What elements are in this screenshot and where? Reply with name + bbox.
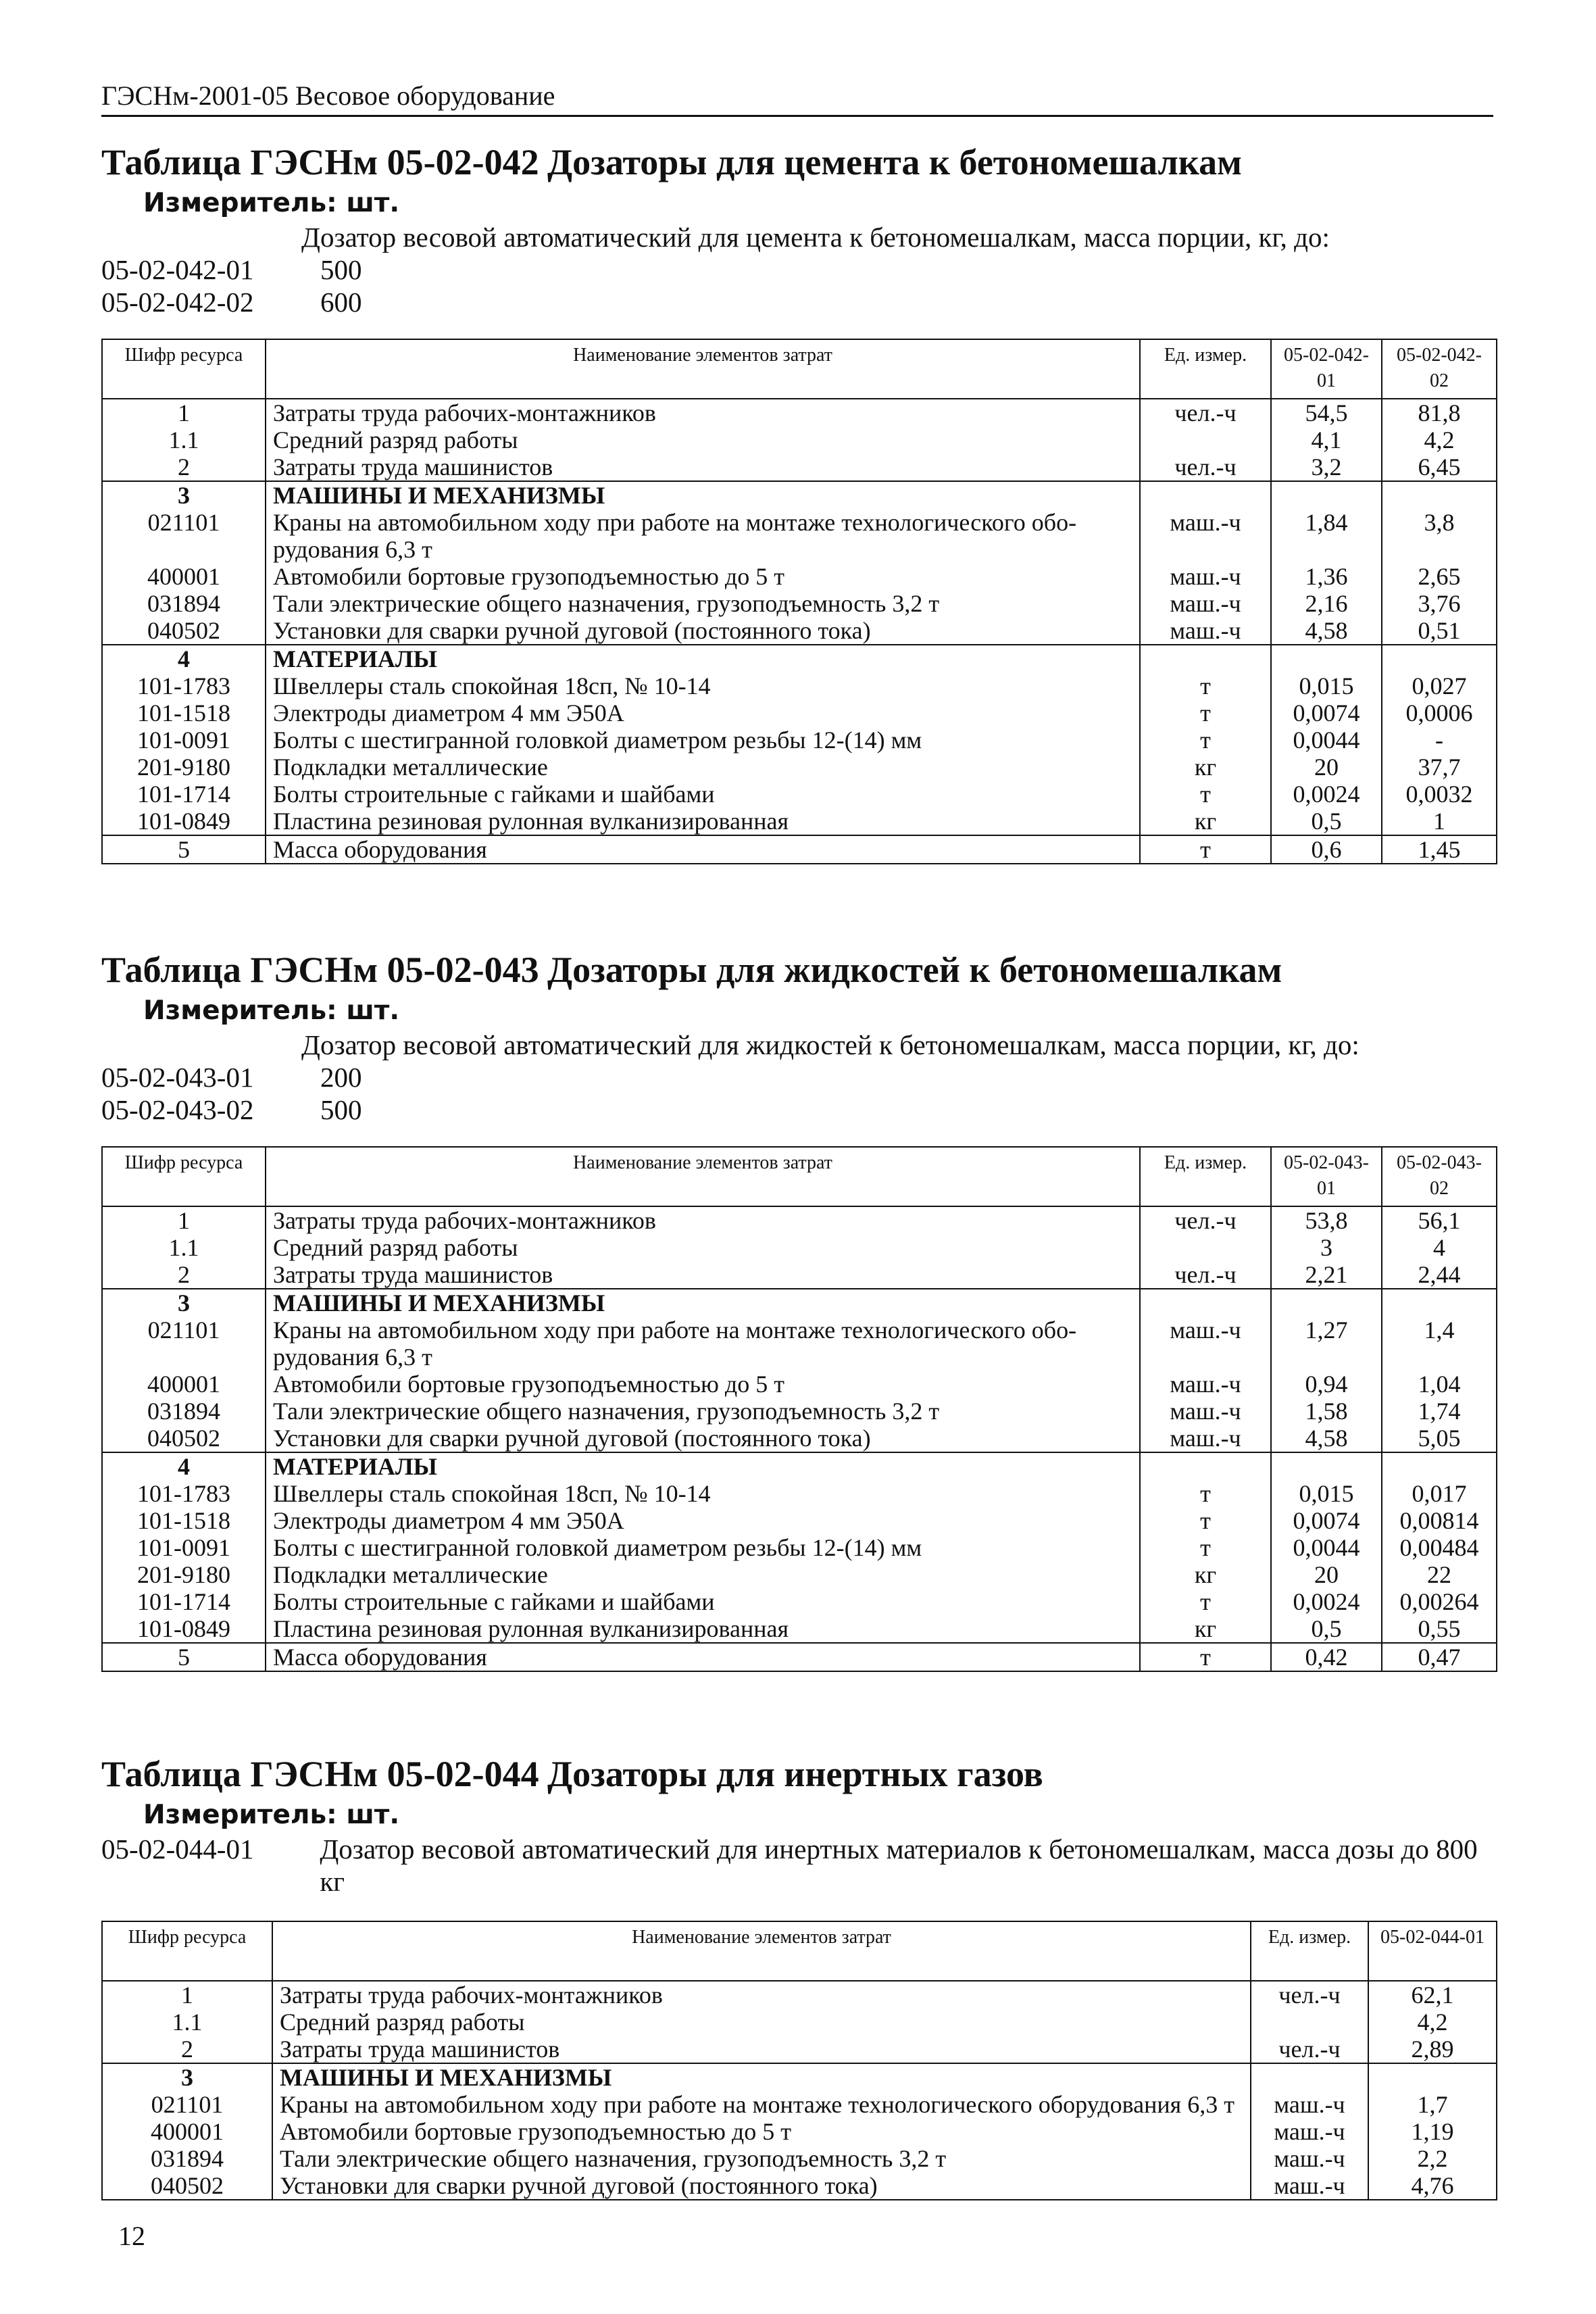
unit: маш.-ч — [1140, 1371, 1271, 1398]
cost-item-name: Затраты труда рабочих-монтажников — [266, 1206, 1140, 1234]
unit: чел.-ч — [1140, 1261, 1271, 1289]
norm-value: 1,04 — [1382, 1371, 1497, 1398]
unit: т — [1140, 781, 1271, 808]
norm-value: 0,0006 — [1382, 699, 1497, 727]
unit: т — [1140, 1480, 1271, 1507]
norm-value: 2,65 — [1382, 563, 1497, 590]
norm-value: 1,4 — [1382, 1316, 1497, 1371]
norm-value — [1271, 1452, 1382, 1480]
norm-value — [1382, 481, 1497, 509]
table-row — [102, 1981, 1497, 2009]
variant-description: Дозатор весовой автоматический для цемента к бетономешалкам, масса порции, кг, до: — [301, 222, 1330, 253]
norm-value: 81,8 — [1382, 399, 1497, 426]
table-row — [102, 2036, 1497, 2063]
norm-value: 1 — [1382, 808, 1497, 835]
norm-value: 5,05 — [1382, 1425, 1497, 1452]
table-row — [102, 808, 1497, 835]
resource-code: 101-1518 — [102, 1507, 266, 1534]
unit: маш.-ч — [1140, 563, 1271, 590]
col-header-unit: Ед. измер. — [1140, 1147, 1271, 1206]
table-header-row — [102, 1147, 1497, 1206]
resource-code: 101-0091 — [102, 1534, 266, 1561]
norm-value: 3,8 — [1382, 509, 1497, 563]
unit: т — [1140, 1507, 1271, 1534]
table-row — [102, 1425, 1497, 1452]
variant-code: 05-02-042-01 — [101, 254, 254, 285]
variant-value: 200 — [320, 1062, 362, 1093]
cost-table — [101, 1146, 1497, 1672]
col-header-name: Наименование элементов затрат — [266, 339, 1140, 399]
resource-code: 040502 — [102, 2172, 272, 2200]
table-row — [102, 754, 1497, 781]
cost-item-name: Болты с шестигранной головкой диаметром резьбы 12-(14) мм — [266, 1534, 1140, 1561]
unit — [1251, 2063, 1368, 2091]
norm-value: 53,8 — [1271, 1206, 1382, 1234]
norm-value: 37,7 — [1382, 754, 1497, 781]
variant-code: 05-02-043-01 — [101, 1062, 254, 1093]
table-row — [102, 1316, 1497, 1371]
page-number: 12 — [118, 2221, 145, 2251]
table-row — [102, 509, 1497, 563]
table-row — [102, 2118, 1497, 2145]
col-header-value: 05-02-042-01 — [1271, 339, 1382, 399]
unit: чел.-ч — [1140, 453, 1271, 481]
norm-value: 0,0044 — [1271, 1534, 1382, 1561]
resource-code: 040502 — [102, 617, 266, 645]
table-row — [102, 1588, 1497, 1615]
variant-value: 500 — [320, 254, 362, 285]
cost-item-name: Затраты труда машинистов — [266, 1261, 1140, 1289]
table-row — [102, 1480, 1497, 1507]
col-header-code: Шифр ресурса — [102, 1921, 272, 1981]
unit — [1140, 1289, 1271, 1316]
cost-item-name: Болты с шестигранной головкой диаметром резьбы 12-(14) мм — [266, 727, 1140, 754]
norm-value: 0,00264 — [1382, 1588, 1497, 1615]
resource-code: 3 — [102, 1289, 266, 1316]
table-row — [102, 617, 1497, 645]
col-header-value: 05-02-043-02 — [1382, 1147, 1497, 1206]
cost-item-name: Швеллеры сталь спокойная 18сп, № 10-14 — [266, 1480, 1140, 1507]
norm-value: 0,0024 — [1271, 781, 1382, 808]
cost-item-name: Тали электрические общего назначения, грузоподъемность 3,2 т — [272, 2145, 1251, 2172]
cost-item-name: Швеллеры сталь спокойная 18сп, № 10-14 — [266, 672, 1140, 699]
norm-value: 1,7 — [1368, 2091, 1497, 2118]
norm-value: 2,89 — [1368, 2036, 1497, 2063]
norm-value: 0,017 — [1382, 1480, 1497, 1507]
variant-code: 05-02-044-01 — [101, 1833, 254, 1865]
col-header-unit: Ед. измер. — [1140, 339, 1271, 399]
variant-value: 500 — [320, 1094, 362, 1125]
table-row — [102, 2145, 1497, 2172]
table-row — [102, 1507, 1497, 1534]
variant-intro — [101, 1029, 1507, 1126]
cost-item-name: Краны на автомобильном ходу при работе на монтаже технологического оборудования 6,3 т — [272, 2091, 1251, 2118]
variant-description: Дозатор весовой автоматический для жидкостей к бетономешалкам, масса порции, кг, до: — [301, 1029, 1360, 1060]
norm-value: - — [1382, 727, 1497, 754]
norm-value: 54,5 — [1271, 399, 1382, 426]
norm-value: 62,1 — [1368, 1981, 1497, 2009]
resource-code: 040502 — [102, 1425, 266, 1452]
table-row — [102, 699, 1497, 727]
table-row — [102, 1398, 1497, 1425]
norm-value: 3,2 — [1271, 453, 1382, 481]
cost-item-name: Установки для сварки ручной дуговой (постоянного тока) — [272, 2172, 1251, 2200]
table-row — [102, 1643, 1497, 1671]
cost-item-name: Автомобили бортовые грузоподъемностью до 5 т — [266, 1371, 1140, 1398]
table-row — [102, 590, 1497, 617]
resource-code: 201-9180 — [102, 754, 266, 781]
cost-item-name: Затраты труда рабочих-монтажников — [266, 399, 1140, 426]
norm-value: 0,00814 — [1382, 1507, 1497, 1534]
norm-value: 4,2 — [1368, 2009, 1497, 2036]
norm-value: 0,027 — [1382, 672, 1497, 699]
norm-value: 1,74 — [1382, 1398, 1497, 1425]
norm-value: 0,6 — [1271, 835, 1382, 864]
norm-value: 0,5 — [1271, 808, 1382, 835]
unit: кг — [1140, 1561, 1271, 1588]
norm-value: 1,84 — [1271, 509, 1382, 563]
cost-item-name: Электроды диаметром 4 мм Э50А — [266, 1507, 1140, 1534]
cost-item-name: Масса оборудования — [266, 835, 1140, 864]
norm-value: 1,36 — [1271, 563, 1382, 590]
section-title — [101, 946, 1507, 993]
cost-item-name: Средний разряд работы — [266, 1234, 1140, 1261]
unit: кг — [1140, 1615, 1271, 1643]
norm-value: 2,2 — [1368, 2145, 1497, 2172]
table-row — [102, 1615, 1497, 1643]
table-group-row — [102, 645, 1497, 672]
unit: чел.-ч — [1140, 399, 1271, 426]
norm-value: 22 — [1382, 1561, 1497, 1588]
cost-item-name: Установки для сварки ручной дуговой (постоянного тока) — [266, 1425, 1140, 1452]
table-section-05-02-043 — [101, 946, 1507, 1672]
norm-value: 0,015 — [1271, 1480, 1382, 1507]
unit: кг — [1140, 754, 1271, 781]
table-title: Дозаторы для жидкостей к бетономешалкам — [547, 950, 1282, 990]
unit: маш.-ч — [1140, 1316, 1271, 1371]
resource-code: 3 — [102, 481, 266, 509]
resource-code: 1.1 — [102, 2009, 272, 2036]
col-header-name: Наименование элементов затрат — [272, 1921, 1251, 1981]
norm-value: 0,5 — [1271, 1615, 1382, 1643]
norm-value: 4 — [1382, 1234, 1497, 1261]
unit — [1140, 481, 1271, 509]
measure-label: Измеритель: шт. — [143, 995, 400, 1026]
norm-value: 4,2 — [1382, 426, 1497, 453]
norm-value: 1,45 — [1382, 835, 1497, 864]
resource-code: 2 — [102, 453, 266, 481]
norm-value — [1368, 2063, 1497, 2091]
norm-value: 3,76 — [1382, 590, 1497, 617]
norm-value: 3 — [1271, 1234, 1382, 1261]
table-group-row — [102, 1452, 1497, 1480]
resource-code: 1.1 — [102, 426, 266, 453]
resource-code: 400001 — [102, 2118, 272, 2145]
resource-code: 2 — [102, 2036, 272, 2063]
table-row — [102, 1371, 1497, 1398]
unit: маш.-ч — [1140, 509, 1271, 563]
table-row — [102, 399, 1497, 426]
table-row — [102, 563, 1497, 590]
table-code: Таблица ГЭСНм 05-02-043 — [101, 950, 539, 990]
unit — [1251, 2009, 1368, 2036]
resource-code: 1.1 — [102, 1234, 266, 1261]
table-header-row — [102, 1921, 1497, 1981]
resource-code: 031894 — [102, 1398, 266, 1425]
unit: т — [1140, 1534, 1271, 1561]
table-group-row — [102, 481, 1497, 509]
cost-item-name: Пластина резиновая рулонная вулканизированная — [266, 1615, 1140, 1643]
norm-value: 2,16 — [1271, 590, 1382, 617]
cost-item-name: Масса оборудования — [266, 1643, 1140, 1671]
resource-code: 021101 — [102, 509, 266, 563]
cost-item-name: МАШИНЫ И МЕХАНИЗМЫ — [266, 1289, 1140, 1316]
cost-item-name: Подкладки металлические — [266, 754, 1140, 781]
resource-code: 101-1714 — [102, 1588, 266, 1615]
table-row — [102, 453, 1497, 481]
table-header-row — [102, 339, 1497, 399]
resource-code: 101-1783 — [102, 1480, 266, 1507]
resource-code: 021101 — [102, 2091, 272, 2118]
resource-code: 101-1783 — [102, 672, 266, 699]
variant-code: 05-02-042-02 — [101, 287, 254, 318]
measure-label: Измеритель: шт. — [143, 188, 400, 218]
table-row — [102, 672, 1497, 699]
norm-value: 1,27 — [1271, 1316, 1382, 1371]
cost-item-name: Пластина резиновая рулонная вулканизированная — [266, 808, 1140, 835]
col-header-code: Шифр ресурса — [102, 339, 266, 399]
col-header-value: 05-02-044-01 — [1368, 1921, 1497, 1981]
section-title — [101, 1750, 1507, 1798]
cost-item-name: Средний разряд работы — [266, 426, 1140, 453]
norm-value: 0,0044 — [1271, 727, 1382, 754]
table-title: Дозаторы для цемента к бетономешалкам — [547, 142, 1242, 182]
unit: маш.-ч — [1251, 2118, 1368, 2145]
variant-row — [101, 1833, 1507, 1898]
resource-code: 101-0849 — [102, 808, 266, 835]
norm-value: 20 — [1271, 1561, 1382, 1588]
norm-value: 0,00484 — [1382, 1534, 1497, 1561]
cost-item-name: Затраты труда машинистов — [266, 453, 1140, 481]
norm-value: 0,0074 — [1271, 699, 1382, 727]
unit: чел.-ч — [1251, 1981, 1368, 2009]
unit: чел.-ч — [1251, 2036, 1368, 2063]
table-section-05-02-044 — [101, 1750, 1507, 2200]
unit: т — [1140, 672, 1271, 699]
unit — [1140, 1234, 1271, 1261]
unit: чел.-ч — [1140, 1206, 1271, 1234]
cost-item-name: Краны на автомобильном ходу при работе на монтаже технологического обо-рудования 6,3 т — [266, 1316, 1140, 1371]
resource-code: 201-9180 — [102, 1561, 266, 1588]
resource-code: 101-1518 — [102, 699, 266, 727]
norm-value: 20 — [1271, 754, 1382, 781]
col-header-value: 05-02-043-01 — [1271, 1147, 1382, 1206]
unit: т — [1140, 727, 1271, 754]
cost-item-name: Автомобили бортовые грузоподъемностью до 5 т — [272, 2118, 1251, 2145]
cost-item-name: Электроды диаметром 4 мм Э50А — [266, 699, 1140, 727]
variant-code: 05-02-043-02 — [101, 1094, 254, 1125]
cost-item-name: МАШИНЫ И МЕХАНИЗМЫ — [266, 481, 1140, 509]
resource-code: 5 — [102, 1643, 266, 1671]
table-row — [102, 2009, 1497, 2036]
section-title — [101, 139, 1507, 186]
col-header-value: 05-02-042-02 — [1382, 339, 1497, 399]
norm-value: 0,0074 — [1271, 1507, 1382, 1534]
table-row — [102, 1261, 1497, 1289]
table-row — [102, 727, 1497, 754]
norm-value: 0,51 — [1382, 617, 1497, 645]
cost-item-name: Затраты труда машинистов — [272, 2036, 1251, 2063]
table-row — [102, 1234, 1497, 1261]
cost-item-name: Установки для сварки ручной дуговой (постоянного тока) — [266, 617, 1140, 645]
norm-value — [1382, 645, 1497, 672]
unit: маш.-ч — [1251, 2145, 1368, 2172]
resource-code: 4 — [102, 1452, 266, 1480]
unit: т — [1140, 835, 1271, 864]
norm-value: 6,45 — [1382, 453, 1497, 481]
resource-code: 2 — [102, 1261, 266, 1289]
cost-item-name: МАТЕРИАЛЫ — [266, 1452, 1140, 1480]
unit: т — [1140, 1643, 1271, 1671]
resource-code: 031894 — [102, 590, 266, 617]
resource-code: 021101 — [102, 1316, 266, 1371]
variant-row — [101, 1093, 1507, 1126]
norm-value: 0,55 — [1382, 1615, 1497, 1643]
resource-code: 101-1714 — [102, 781, 266, 808]
unit: маш.-ч — [1251, 2172, 1368, 2200]
col-header-name: Наименование элементов затрат — [266, 1147, 1140, 1206]
norm-value: 0,015 — [1271, 672, 1382, 699]
unit: маш.-ч — [1140, 1425, 1271, 1452]
table-row — [102, 1206, 1497, 1234]
norm-value: 1,19 — [1368, 2118, 1497, 2145]
cost-item-name: Тали электрические общего назначения, грузоподъемность 3,2 т — [266, 590, 1140, 617]
norm-value: 2,44 — [1382, 1261, 1497, 1289]
table-row — [102, 1534, 1497, 1561]
norm-value: 0,0024 — [1271, 1588, 1382, 1615]
norm-value: 0,0032 — [1382, 781, 1497, 808]
cost-item-name: Краны на автомобильном ходу при работе на монтаже технологического обо-рудования 6,3 т — [266, 509, 1140, 563]
cost-item-name: Болты строительные с гайками и шайбами — [266, 1588, 1140, 1615]
unit: маш.-ч — [1140, 1398, 1271, 1425]
table-row — [102, 835, 1497, 864]
resource-code: 3 — [102, 2063, 272, 2091]
unit — [1140, 426, 1271, 453]
unit: маш.-ч — [1140, 617, 1271, 645]
variant-row — [101, 253, 1507, 286]
norm-value — [1382, 1289, 1497, 1316]
resource-code: 4 — [102, 645, 266, 672]
table-row — [102, 1561, 1497, 1588]
resource-code: 1 — [102, 1981, 272, 2009]
norm-value: 4,58 — [1271, 1425, 1382, 1452]
cost-item-name: Средний разряд работы — [272, 2009, 1251, 2036]
norm-value: 56,1 — [1382, 1206, 1497, 1234]
resource-code: 1 — [102, 399, 266, 426]
cost-item-name: Автомобили бортовые грузоподъемностью до 5 т — [266, 563, 1140, 590]
table-title: Дозаторы для инертных газов — [547, 1754, 1043, 1794]
col-header-unit: Ед. измер. — [1251, 1921, 1368, 1981]
norm-value: 0,47 — [1382, 1643, 1497, 1671]
resource-code: 101-0091 — [102, 727, 266, 754]
cost-item-name: Болты строительные с гайками и шайбами — [266, 781, 1140, 808]
norm-value — [1271, 481, 1382, 509]
table-row — [102, 2091, 1497, 2118]
cost-item-name: Тали электрические общего назначения, грузоподъемность 3,2 т — [266, 1398, 1140, 1425]
unit: т — [1140, 1588, 1271, 1615]
unit: кг — [1140, 808, 1271, 835]
norm-value — [1382, 1452, 1497, 1480]
unit — [1140, 1452, 1271, 1480]
table-row — [102, 426, 1497, 453]
cost-item-name: Затраты труда рабочих-монтажников — [272, 1981, 1251, 2009]
table-group-row — [102, 2063, 1497, 2091]
header-rule — [101, 115, 1493, 117]
unit: маш.-ч — [1140, 590, 1271, 617]
variant-row — [101, 1061, 1507, 1093]
unit — [1140, 645, 1271, 672]
unit: маш.-ч — [1251, 2091, 1368, 2118]
cost-item-name: МАШИНЫ И МЕХАНИЗМЫ — [272, 2063, 1251, 2091]
resource-code: 400001 — [102, 563, 266, 590]
unit: т — [1140, 699, 1271, 727]
running-header: ГЭСНм-2001-05 Весовое оборудование — [101, 80, 555, 111]
table-row — [102, 781, 1497, 808]
norm-value: 4,1 — [1271, 426, 1382, 453]
variant-value: 600 — [320, 287, 362, 318]
variant-row — [101, 286, 1507, 318]
col-header-code: Шифр ресурса — [102, 1147, 266, 1206]
norm-value: 1,58 — [1271, 1398, 1382, 1425]
norm-value: 2,21 — [1271, 1261, 1382, 1289]
measure-label: Измеритель: шт. — [143, 1800, 400, 1830]
resource-code: 031894 — [102, 2145, 272, 2172]
cost-table — [101, 339, 1497, 864]
table-code: Таблица ГЭСНм 05-02-044 — [101, 1754, 539, 1794]
variant-intro — [101, 1833, 1507, 1898]
norm-value — [1271, 645, 1382, 672]
norm-value: 0,94 — [1271, 1371, 1382, 1398]
table-row — [102, 2172, 1497, 2200]
resource-code: 400001 — [102, 1371, 266, 1398]
cost-table — [101, 1921, 1497, 2200]
norm-value: 0,42 — [1271, 1643, 1382, 1671]
table-group-row — [102, 1289, 1497, 1316]
norm-value — [1271, 1289, 1382, 1316]
variant-value: Дозатор весовой автоматический для инертных материалов к бетономешалкам, масса дозы до 800 кг — [320, 1833, 1478, 1897]
table-section-05-02-042 — [101, 139, 1507, 864]
resource-code: 1 — [102, 1206, 266, 1234]
cost-item-name: МАТЕРИАЛЫ — [266, 645, 1140, 672]
norm-value: 4,58 — [1271, 617, 1382, 645]
resource-code: 101-0849 — [102, 1615, 266, 1643]
cost-item-name: Подкладки металлические — [266, 1561, 1140, 1588]
resource-code: 5 — [102, 835, 266, 864]
table-code: Таблица ГЭСНм 05-02-042 — [101, 142, 539, 182]
variant-intro — [101, 221, 1507, 318]
norm-value: 4,76 — [1368, 2172, 1497, 2200]
